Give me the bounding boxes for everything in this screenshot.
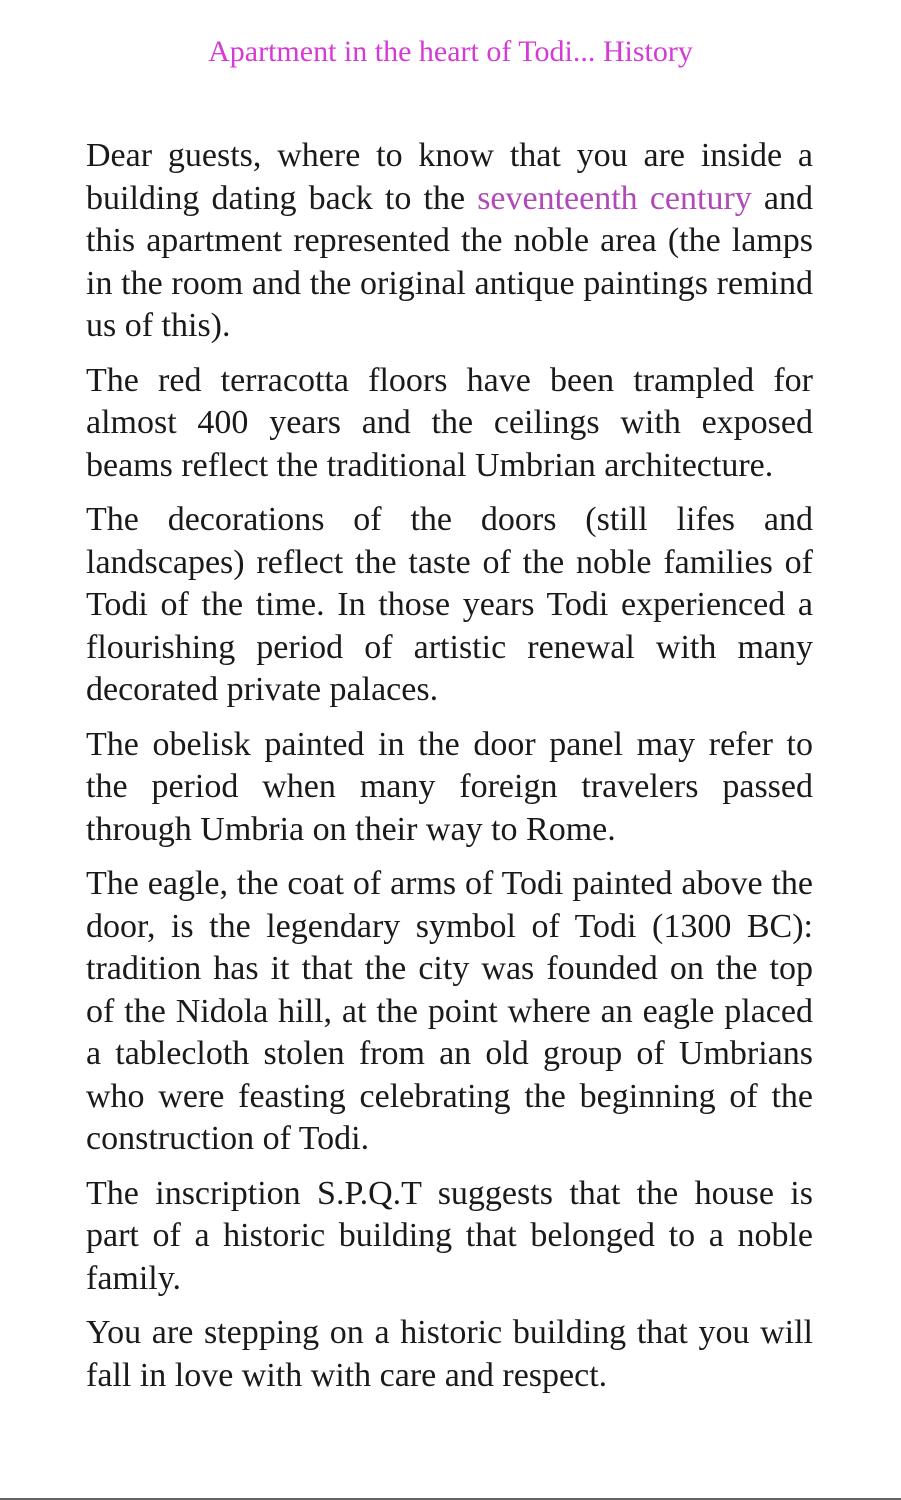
paragraph-inscription: The inscription S.P.Q.T suggests that the house is part of a historic building that belonged to a noble family. <box>86 1174 813 1297</box>
paragraph-decorations: The decorations of the doors (still lifes and landscapes) reflect the taste of the noble families of Todi of the time. In those years Todi experienced a flourishing period of artistic renewal with many decorated private palaces. <box>86 501 813 708</box>
highlighted-century: seventeenth century <box>477 179 752 217</box>
paragraph-intro-text-start: Dear guests, where to know that you are inside a building dating back to the <box>86 137 813 217</box>
paragraph-intro-text-end: and this apartment represented the noble area (the lamps in the room and the original antique paintings remind us of this). <box>86 179 813 344</box>
paragraph-floors: The red terracotta floors have been trampled for almost 400 years and the ceilings with exposed beams reflect the traditional Umbrian architecture. <box>86 361 813 484</box>
paragraph-eagle: The eagle, the coat of arms of Todi painted above the door, is the legendary symbol of Todi (1300 BC): tradition has it that the city was founded on the top of the Nidola hill, at the point where an eagle placed a tablecloth stolen from an old group of Umbrians who were feasting celebrating the beginning of the construction of Todi. <box>86 865 813 1157</box>
paragraph-intro <box>86 135 813 348</box>
article-body <box>86 135 813 1409</box>
page-title: Apartment in the heart of Todi... History <box>208 35 693 68</box>
paragraph-closing: You are stepping on a historic building that you will fall in love with with care and respect. <box>86 1314 813 1394</box>
paragraph-obelisk: The obelisk painted in the door panel may refer to the period when many foreign travelers passed through Umbria on their way to Rome. <box>86 725 813 848</box>
